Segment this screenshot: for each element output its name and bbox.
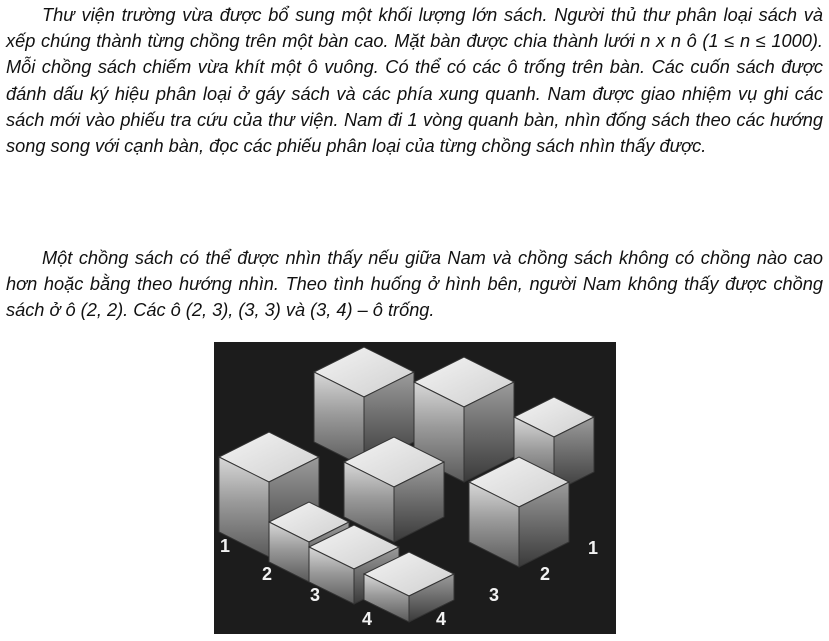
paragraph-problem-statement: Thư viện trường vừa được bổ sung một khối lượng lớn sách. Người thủ thư phân loại sách và xếp chúng thành từng chồng trên một bàn cao. Mặt bàn được chia thành lưới n x n ô (1 ≤ n ≤ 1000). Mỗi chồng sách chiếm vừa khít một ô vuông. Có thể có các ô trống trên bàn. Các cuốn sách được đánh dấu ký hiệu phân loại ở gáy sách và các phía xung quanh. Nam được giao nhiệm vụ ghi các sách mới vào phiếu tra cứu của thư viện. Nam đi 1 vòng quanh bàn, nhìn đống sách theo các hướng song song với cạnh bàn, đọc các phiếu phân loại của từng chồng sách nhìn thấy được.	[6, 5, 823, 157]
left-label-4: 4	[362, 609, 373, 629]
left-label-2: 2	[262, 564, 273, 584]
paragraph-visibility-rule: Một chồng sách có thể được nhìn thấy nếu giữa Nam và chồng sách không có chồng nào cao hơn hoặc bằng theo hướng nhìn. Theo tình huống ở hình bên, người Nam không thấy được chồng sách ở ô (2, 2). Các ô (2, 3), (3, 3) và (3, 4) – ô trống.	[6, 248, 823, 321]
right-label-4: 4	[436, 609, 447, 629]
left-label-3: 3	[310, 585, 321, 605]
right-label-3: 3	[489, 585, 500, 605]
right-label-2: 2	[540, 564, 551, 584]
isometric-book-stacks-illustration	[214, 342, 616, 634]
book-stacks-figure	[214, 342, 616, 634]
left-label-1: 1	[220, 536, 231, 556]
right-label-1: 1	[588, 538, 599, 558]
